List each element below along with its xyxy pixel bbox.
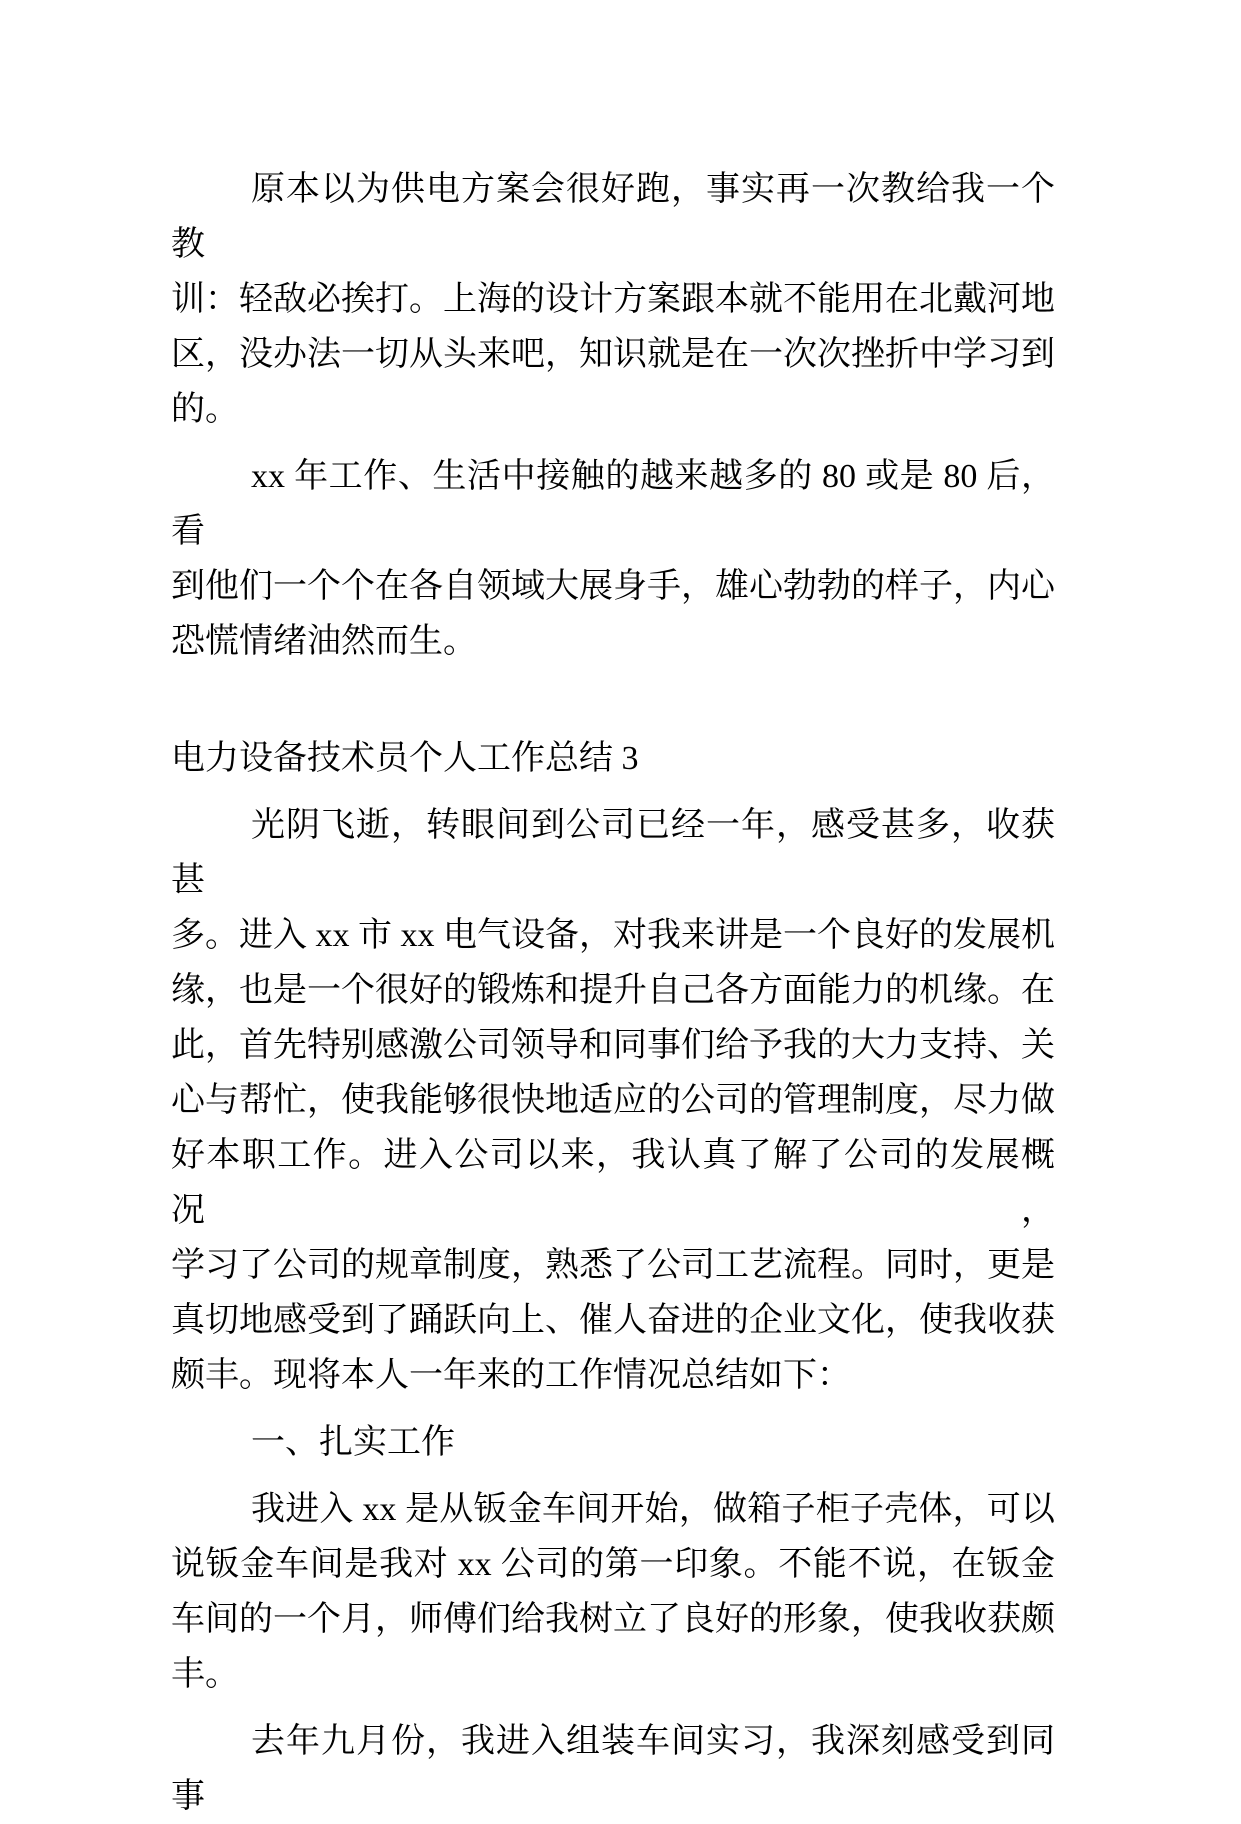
para-assembly-workshop bbox=[171, 1714, 1055, 1824]
text-line: 此，首先特别感激公司领导和同事们给予我的大力支持、关 bbox=[171, 1027, 1055, 1064]
text-line: 的。 bbox=[171, 391, 239, 428]
section-title-3 bbox=[171, 731, 1055, 786]
text-line: 缘，也是一个很好的锻炼和提升自己各方面能力的机缘。在 bbox=[171, 972, 1055, 1009]
text-line: 颇丰。现将本人一年来的工作情况总结如下： bbox=[171, 1357, 851, 1394]
para-year-one-intro bbox=[171, 798, 1055, 1403]
text-line: 学习了公司的规章制度，熟悉了公司工艺流程。同时，更是 bbox=[171, 1247, 1055, 1284]
text-line: 说钣金车间是我对 xx 公司的第一印象。不能不说，在钣金 bbox=[171, 1546, 1055, 1583]
heading-line: 电力设备技术员个人工作总结 3 bbox=[171, 740, 639, 777]
text-line: 原本以为供电方案会很好跑，事实再一次教给我一个教 bbox=[171, 171, 1055, 263]
text-line: 好本职工作。进入公司以来，我认真了解了公司的发展概况， bbox=[171, 1137, 1055, 1229]
text-line: 我进入 xx 是从钣金车间开始，做箱子柜子壳体，可以 bbox=[251, 1491, 1055, 1528]
text-line: 丰。 bbox=[171, 1656, 239, 1693]
text-line: 训：轻敌必挨打。上海的设计方案跟本就不能用在北戴河地 bbox=[171, 281, 1055, 318]
text-line: 到他们一个个在各自领域大展身手，雄心勃勃的样子，内心 bbox=[171, 568, 1055, 605]
text-line: 一、扎实工作 bbox=[251, 1424, 455, 1461]
text-line: xx 年工作、生活中接触的越来越多的 80 或是 80 后，看 bbox=[171, 458, 1055, 550]
para-power-supply-lesson bbox=[171, 162, 1055, 437]
text-line: 去年九月份，我进入组装车间实习，我深刻感受到同事 bbox=[171, 1723, 1055, 1815]
para-subheading-solid-work bbox=[171, 1415, 1055, 1470]
text-line: 多。进入 xx 市 xx 电气设备，对我来讲是一个良好的发展机 bbox=[171, 917, 1055, 954]
para-sheet-metal-workshop bbox=[171, 1482, 1055, 1702]
text-line: 真切地感受到了踊跃向上、催人奋进的企业文化，使我收获 bbox=[171, 1302, 1055, 1339]
text-line: 光阴飞逝，转眼间到公司已经一年，感受甚多，收获甚 bbox=[171, 807, 1055, 899]
text-line: 区，没办法一切从头来吧，知识就是在一次次挫折中学习到 bbox=[171, 336, 1055, 373]
para-80hou-anxiety bbox=[171, 449, 1055, 669]
text-line: 车间的一个月，师傅们给我树立了良好的形象，使我收获颇 bbox=[171, 1601, 1055, 1638]
text-line: 恐慌情绪油然而生。 bbox=[171, 623, 477, 660]
blank-line bbox=[171, 681, 1055, 731]
document-body bbox=[171, 162, 1055, 1824]
text-line: 心与帮忙，使我能够很快地适应的公司的管理制度，尽力做 bbox=[171, 1082, 1055, 1119]
